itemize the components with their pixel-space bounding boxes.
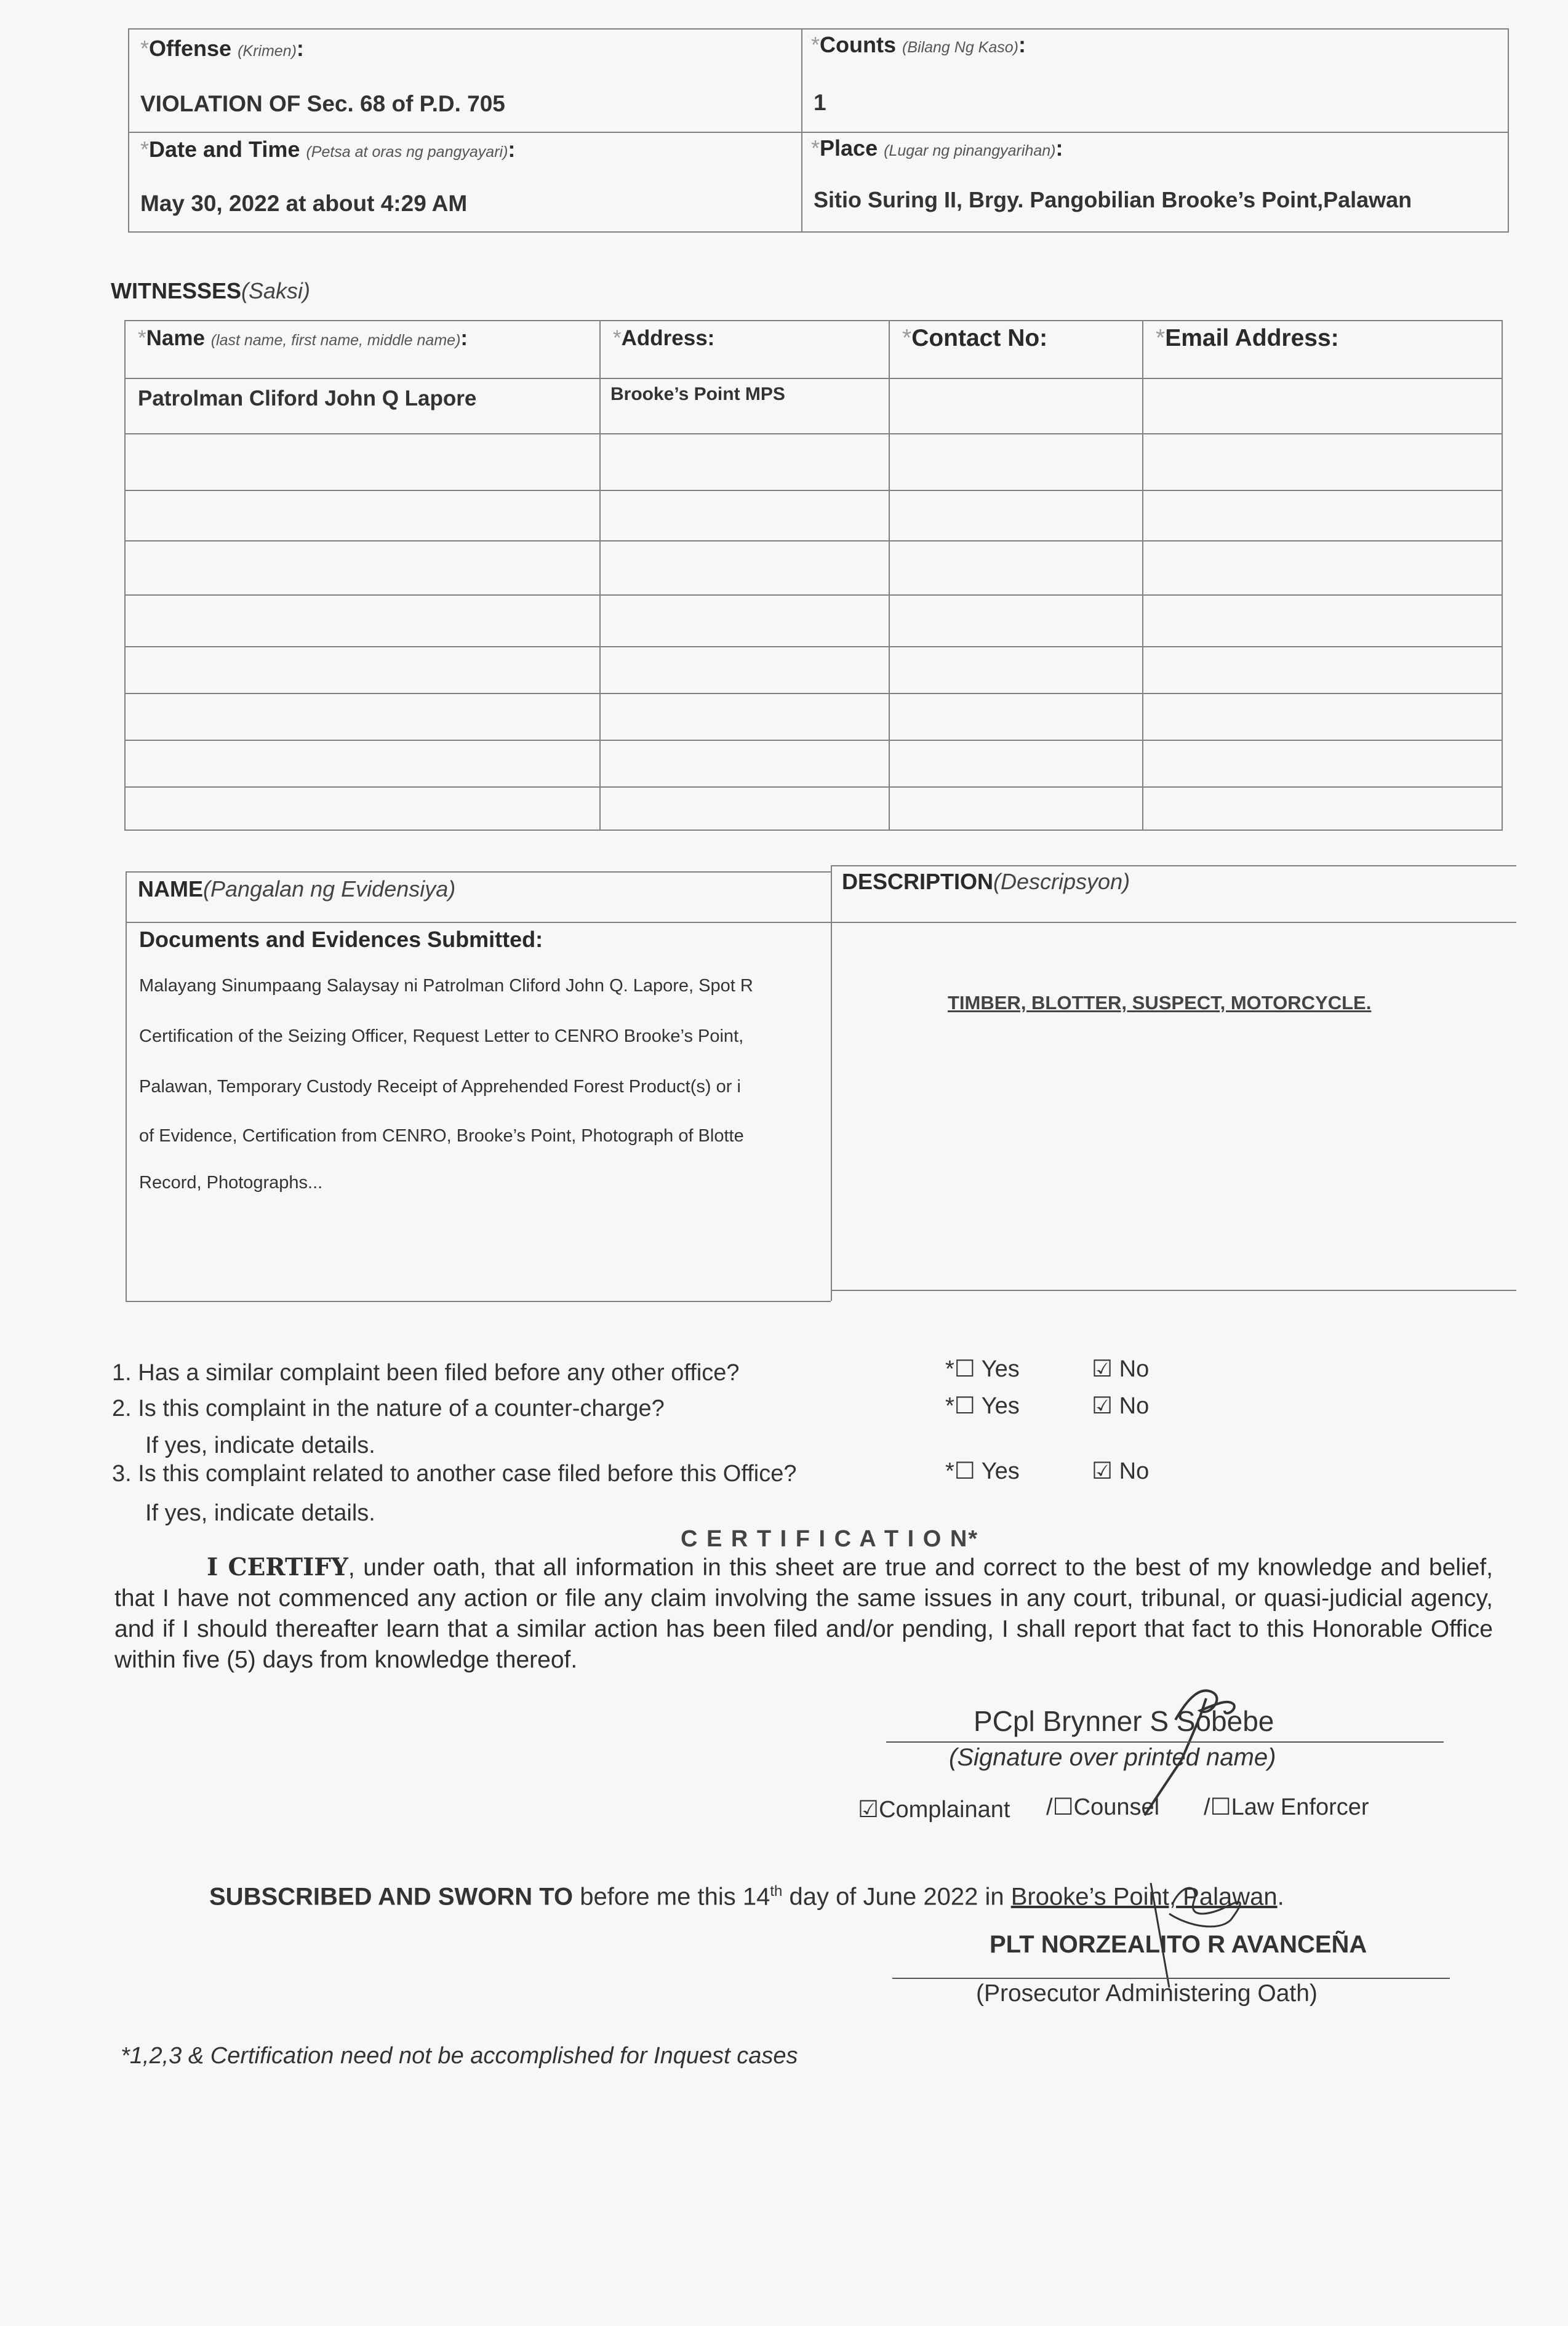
documents-line: Certification of the Seizing Officer, Request Letter to CENRO Brooke’s Point, — [139, 1026, 744, 1046]
witnesses-heading: WITNESSES(Saksi) — [111, 278, 311, 303]
question-3-detail: If yes, indicate details. — [145, 1500, 375, 1526]
place-value: Sitio Suring II, Brgy. Pangobilian Brooke’s Point,Palawan — [814, 187, 1412, 212]
counts-value: 1 — [814, 90, 826, 115]
checked-box-icon: ☑ — [1092, 1458, 1113, 1484]
date-label: *Date and Time (Petsa at oras ng pangyayari): — [140, 137, 516, 162]
question-3: 3. Is this complaint related to another case filed before this Office? — [112, 1461, 797, 1487]
complainant-name: PCpl Brynner S Sobebe — [974, 1705, 1274, 1737]
witness-row-address: Brooke’s Point MPS — [610, 384, 785, 404]
documents-line: Record, Photographs... — [139, 1173, 323, 1193]
question-2: 2. Is this complaint in the nature of a counter-charge? — [112, 1396, 665, 1421]
evidence-name-header: NAME(Pangalan ng Evidensiya) — [138, 876, 456, 901]
evidence-description-value: TIMBER, BLOTTER, SUSPECT, MOTORCYCLE. — [948, 992, 1372, 1013]
documents-title: Documents and Evidences Submitted: — [139, 927, 543, 952]
date-value: May 30, 2022 at about 4:29 AM — [140, 191, 468, 216]
witness-email-header: *Email Address: — [1156, 325, 1339, 351]
unchecked-box-icon: ☐ — [1052, 1794, 1074, 1820]
unchecked-box-icon: ☐ — [954, 1393, 975, 1419]
q2-no-checkbox[interactable]: ☑ No — [1092, 1393, 1150, 1419]
prosecutor-caption: (Prosecutor Administering Oath) — [976, 1980, 1318, 2007]
q1-no-checkbox[interactable]: ☑ No — [1092, 1356, 1150, 1382]
checked-box-icon: ☑ — [1092, 1356, 1113, 1382]
q3-yes-checkbox[interactable]: *☐ Yes — [945, 1458, 1020, 1484]
documents-line: of Evidence, Certification from CENRO, Brooke’s Point, Photograph of Blotte — [139, 1126, 744, 1146]
place-label: *Place (Lugar ng pinangyarihan): — [811, 135, 1063, 161]
sworn-statement: SUBSCRIBED AND SWORN TO before me this 14th day of June 2022 in Brooke’s Point, Palawan. — [209, 1883, 1284, 1911]
certification-title: C E R T I F I C A T I O N* — [681, 1526, 979, 1552]
q3-no-checkbox[interactable]: ☑ No — [1092, 1458, 1150, 1484]
unchecked-box-icon: ☐ — [954, 1458, 975, 1484]
offense-value: VIOLATION OF Sec. 68 of P.D. 705 — [140, 91, 505, 116]
witness-row-name: Patrolman Cliford John Q Lapore — [138, 386, 477, 410]
footnote: *1,2,3 & Certification need not be accomplished for Inquest cases — [121, 2043, 798, 2069]
role-law-enforcer-checkbox[interactable]: /☐Law Enforcer — [1204, 1794, 1369, 1820]
question-1: 1. Has a similar complaint been filed before any other office? — [112, 1360, 740, 1386]
witness-contact-header: *Contact No: — [902, 325, 1048, 351]
q1-yes-checkbox[interactable]: *☐ Yes — [945, 1356, 1020, 1382]
q2-yes-checkbox[interactable]: *☐ Yes — [945, 1393, 1020, 1419]
role-complainant-checkbox[interactable]: ☑Complainant — [858, 1797, 1010, 1823]
documents-line: Palawan, Temporary Custody Receipt of Apprehended Forest Product(s) or i — [139, 1077, 741, 1097]
checked-box-icon: ☑ — [858, 1797, 879, 1823]
evidence-description-header: DESCRIPTION(Descripsyon) — [842, 869, 1130, 894]
role-counsel-checkbox[interactable]: /☐Counsel — [1046, 1794, 1160, 1820]
prosecutor-name: PLT NORZEALITO R AVANCEÑA — [990, 1931, 1367, 1958]
certification-text: I CERTIFY, under oath, that all information in this sheet are true and correct to the best of my knowledge and belief, that I have not commenced any action or file any claim involving the same issues in any court, tribunal, or quasi-judicial agency, and if I should thereafter learn that a similar action has been filed and/or pending, I shall report that fact to this Honorable Office within five (5) days from knowledge thereof. — [114, 1553, 1493, 1673]
counts-label: *Counts (Bilang Ng Kaso): — [811, 32, 1026, 57]
signature-line — [886, 1741, 1444, 1743]
question-2-detail: If yes, indicate details. — [145, 1433, 375, 1458]
signature-caption: (Signature over printed name) — [949, 1744, 1276, 1771]
unchecked-box-icon: ☐ — [1210, 1794, 1231, 1820]
witness-address-header: *Address: — [613, 326, 715, 350]
offense-label: *Offense (Krimen): — [140, 36, 304, 61]
documents-line: Malayang Sinumpaang Salaysay ni Patrolman Cliford John Q. Lapore, Spot R — [139, 976, 753, 996]
prosecutor-signature-line — [892, 1978, 1450, 1979]
witness-name-header: *Name (last name, first name, middle name): — [138, 326, 468, 350]
checked-box-icon: ☑ — [1092, 1393, 1113, 1419]
unchecked-box-icon: ☐ — [954, 1356, 975, 1382]
